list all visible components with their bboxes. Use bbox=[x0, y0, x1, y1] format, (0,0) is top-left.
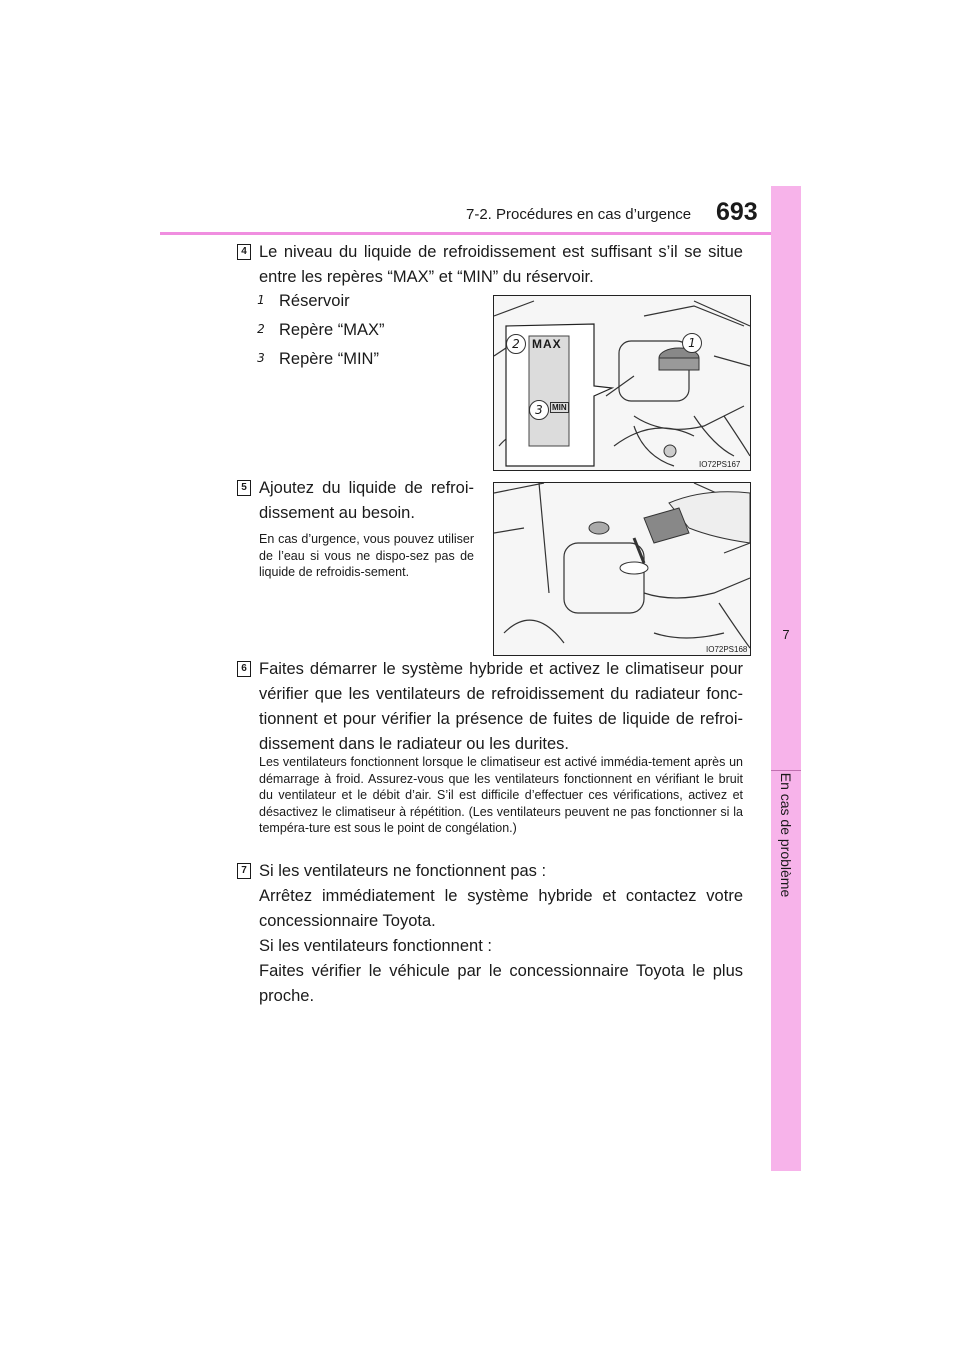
chapter-side-tab bbox=[771, 186, 801, 1171]
side-tab-divider bbox=[771, 770, 801, 771]
section-title: 7-2. Procédures en cas d’urgence bbox=[466, 206, 692, 223]
figure-id-167: IO72PS167 bbox=[699, 460, 741, 469]
item-label-reservoir: Réservoir bbox=[279, 292, 350, 310]
step-marker-6: 6 bbox=[237, 661, 251, 677]
step-7-case2-title: Si les ventilateurs fonctionnent : bbox=[259, 937, 492, 955]
header-rule bbox=[160, 232, 800, 235]
chapter-number: 7 bbox=[782, 627, 790, 642]
engine-bay-drawing-2 bbox=[494, 483, 750, 655]
step-5-text: Ajoutez du liquide de refroi-dissement au besoin. bbox=[259, 479, 474, 522]
item-marker-1: 1 bbox=[257, 293, 265, 307]
item-marker-3: 3 bbox=[257, 351, 265, 365]
max-mark: MAX bbox=[532, 337, 562, 351]
item-label-max: Repère “MAX” bbox=[279, 321, 385, 339]
adding-coolant-illustration bbox=[493, 482, 751, 656]
step-4-text: Le niveau du liquide de refroidissement est suffisant s’il se situe entre les repères “MAX” et “MIN” du réservoir. bbox=[259, 243, 743, 286]
callout-3: 3 bbox=[529, 400, 549, 420]
callout-1: 1 bbox=[682, 333, 702, 353]
item-label-min: Repère “MIN” bbox=[279, 350, 379, 368]
callout-2: 2 bbox=[506, 334, 526, 354]
engine-bay-drawing bbox=[494, 296, 750, 470]
item-marker-2: 2 bbox=[257, 322, 265, 336]
step-marker-7: 7 bbox=[237, 863, 251, 879]
step-7-case2-text: Faites vérifier le véhicule par le concessionnaire Toyota le plus proche. bbox=[259, 962, 743, 1005]
chapter-title: En cas de problème bbox=[778, 772, 794, 898]
min-mark: MIN bbox=[552, 403, 567, 412]
step-7-case1-text: Arrêtez immédiatement le système hybride et contactez votre concessionnaire Toyota. bbox=[259, 887, 743, 930]
page-number: 693 bbox=[716, 198, 758, 226]
step-6-text: Faites démarrer le système hybride et activez le climatiseur pour vérifier que les ventilateurs de refroidissement du radiateur fonc-tionnent et pour vérifier la présence de fuites de liquide de refroi-dissement dans le radiateur ou les durites. bbox=[259, 660, 743, 753]
step-marker-4: 4 bbox=[237, 244, 251, 260]
coolant-reservoir-illustration bbox=[493, 295, 751, 471]
step-6-note: Les ventilateurs fonctionnent lorsque le climatiseur est activé immédia-tement après un démarrage à froid. Assurez-vous que les ventilateurs fonctionnent en vérifiant le bruit du ventilateur et le débit d’air. S’il est difficile d’effectuer ces vérifications, activez et désactivez le climatiseur à répétition. (Les ventilateurs peuvent ne pas fonctionner si la tempéra-ture est sous le point de congélation.) bbox=[259, 755, 743, 835]
step-5-note: En cas d’urgence, vous pouvez utiliser de l’eau si vous ne dispo-sez pas de liquide de refroidis-sement. bbox=[259, 532, 474, 579]
step-marker-5: 5 bbox=[237, 480, 251, 496]
step-7-case1-title: Si les ventilateurs ne fonctionnent pas : bbox=[259, 862, 547, 880]
figure-id-168: IO72PS168 bbox=[706, 645, 748, 654]
